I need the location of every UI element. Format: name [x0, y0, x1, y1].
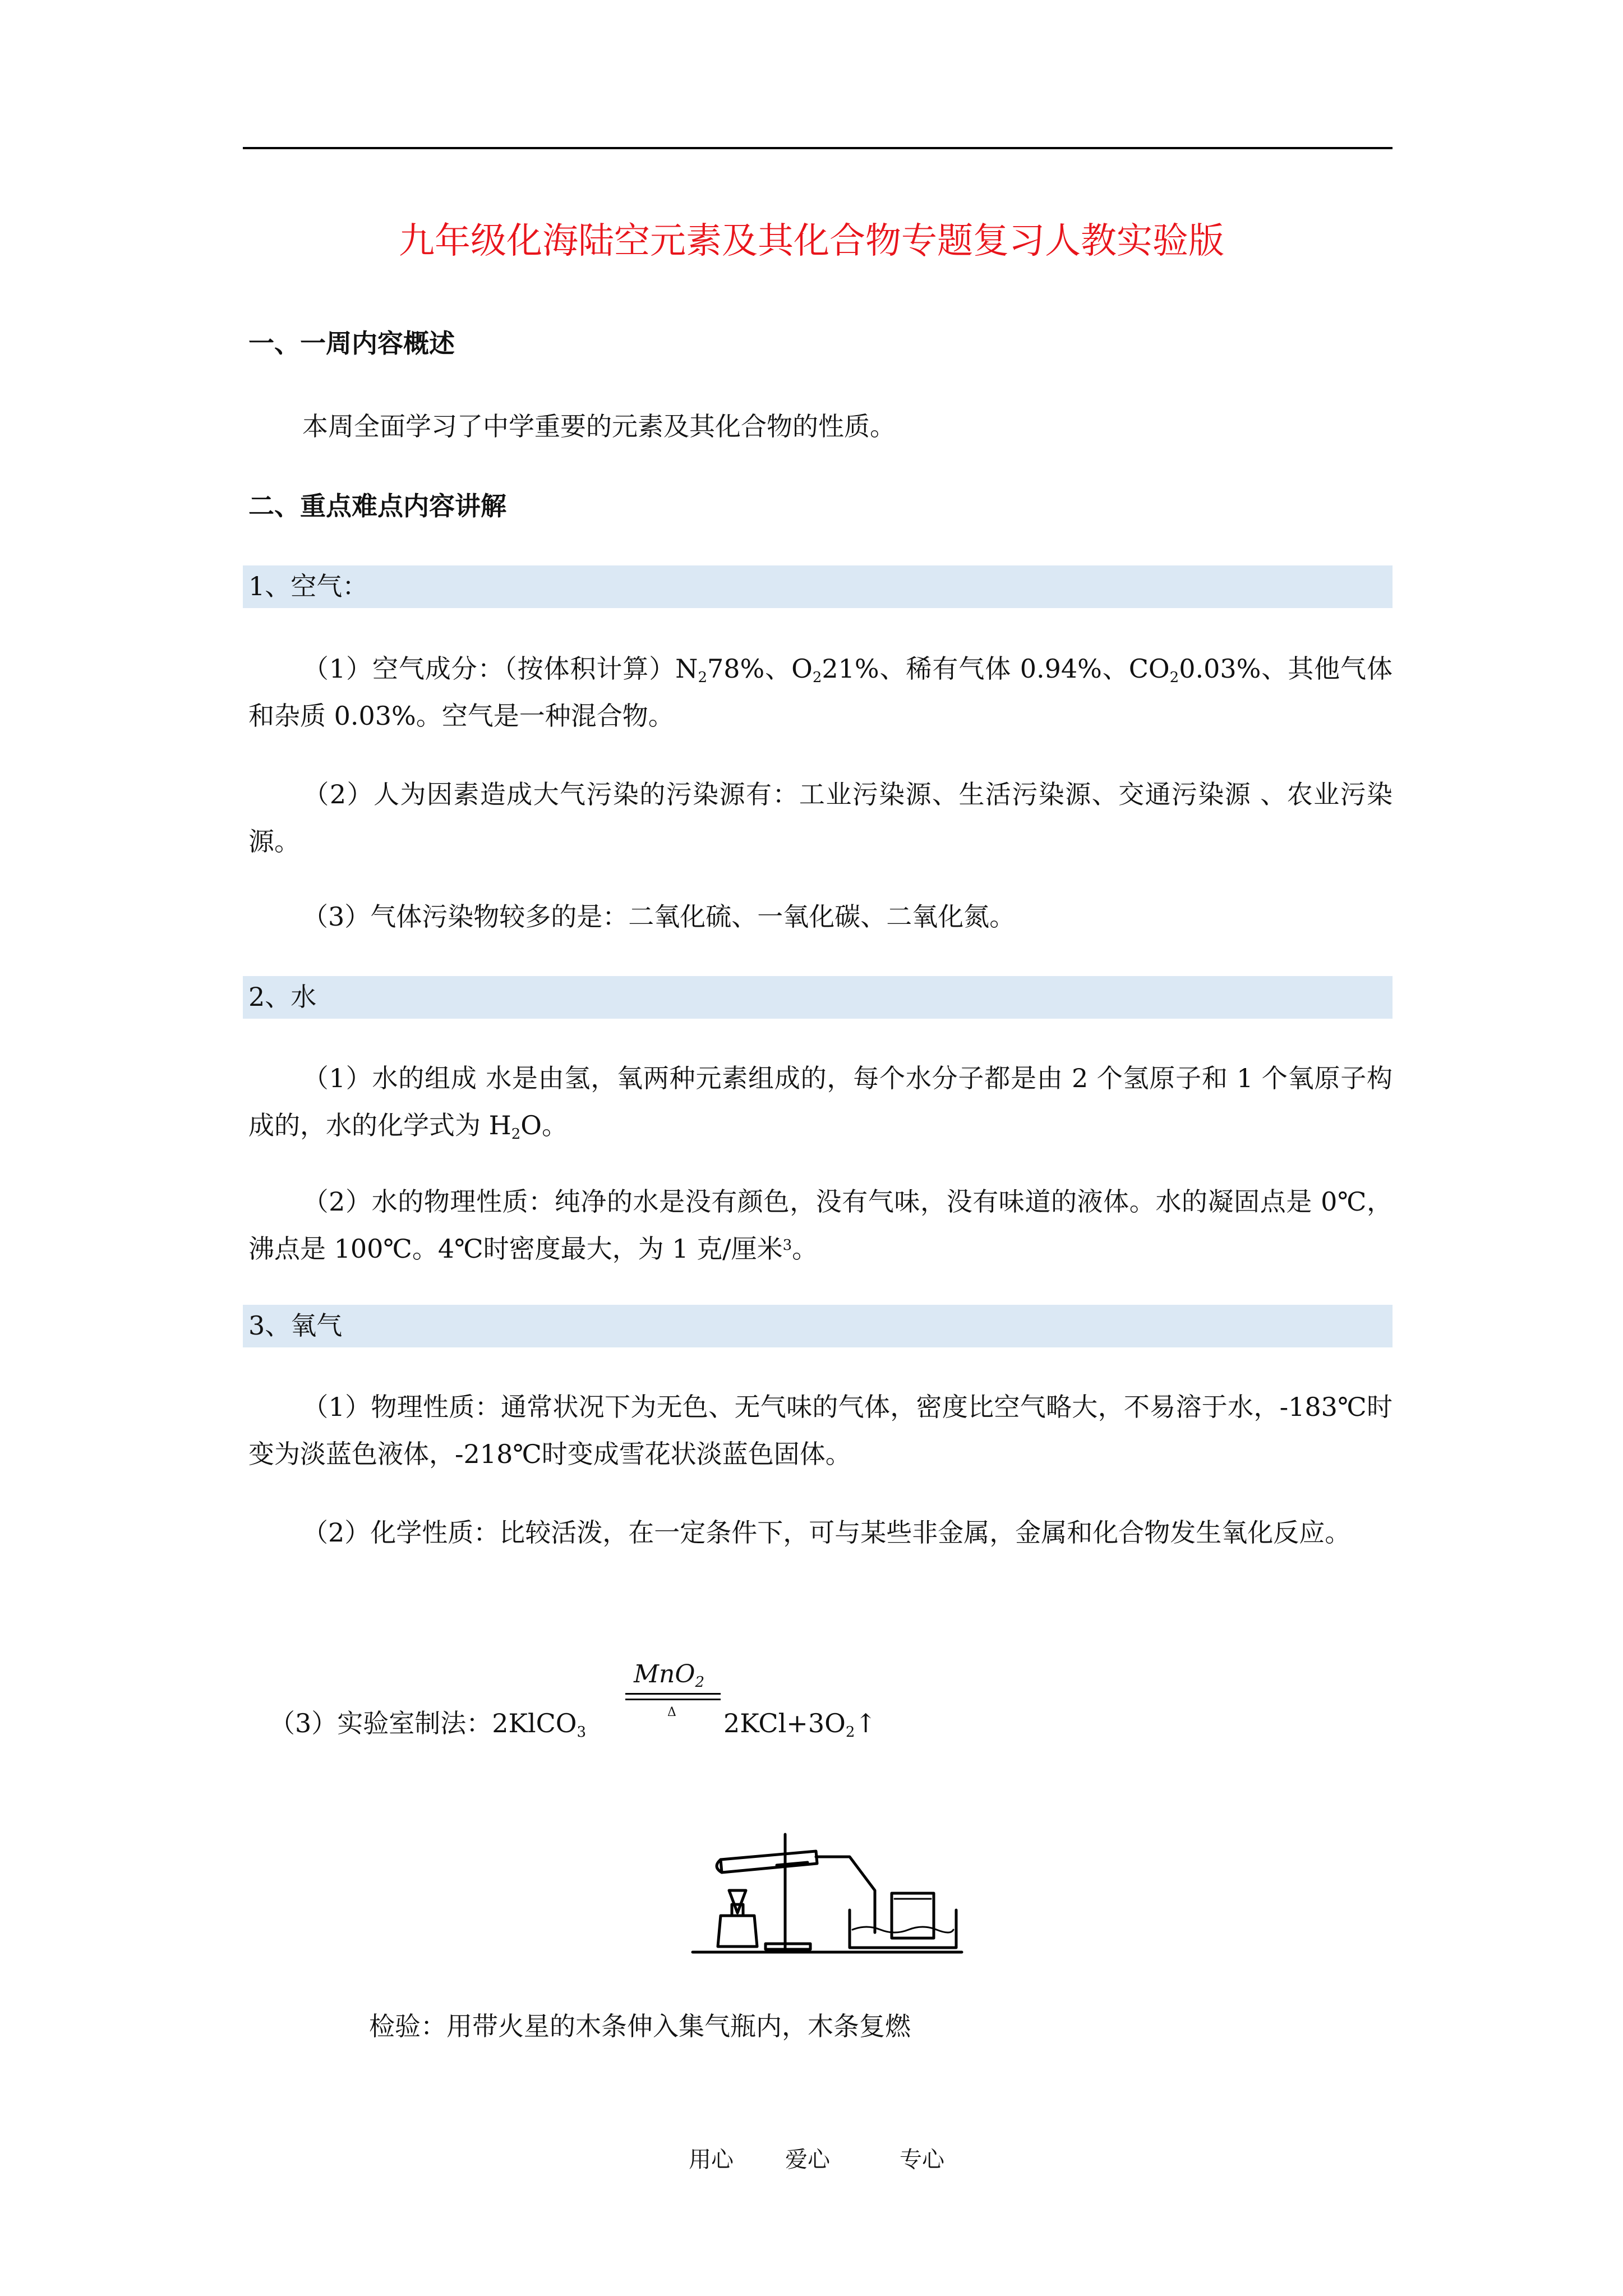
equation-label: （3）实验室制法：2KlCO$_3$: [269, 1708, 587, 1741]
footer-item-1: 用心: [689, 2147, 734, 2173]
air-paragraph-3: （3）气体污染物较多的是：二氧化硫、一氧化碳、二氧化氮。: [302, 901, 1016, 932]
band-label: 2、水: [248, 982, 317, 1012]
equation-bar-top: [625, 1693, 721, 1695]
footer-item-3: 专心: [900, 2147, 944, 2173]
test-method-text: 检验：用带火星的木条伸入集气瓶内，木条复燃: [369, 2011, 911, 2041]
header-rule: [243, 147, 1393, 149]
water-paragraph-1: （1）水的组成 水是由氢，氧两种元素组成的，每个水分子都是由 2 个氢原子和 1 个氧原子构成的，水的化学式为 $H_2O$。: [248, 1063, 1393, 1143]
section-band-water: [243, 976, 1393, 1019]
oxygen-paragraph-2: （2）化学性质：比较活泼，在一定条件下，可与某些非金属，金属和化合物发生氧化反应。: [302, 1517, 1351, 1548]
band-label: 3、氧气: [248, 1310, 343, 1341]
footer-item-2: 爱心: [785, 2147, 830, 2173]
equation-bar-bottom: [625, 1699, 721, 1700]
water-paragraph-2: （2）水的物理性质：纯净的水是没有颜色，没有气味，没有味道的液体。水的凝固点是 0℃，沸点是 100℃。4℃时密度最大，为 1 克/厘米$^3$。: [248, 1186, 1393, 1264]
section1-heading: 一、一周内容概述: [248, 328, 455, 358]
section2-heading: 二、重点难点内容讲解: [248, 491, 506, 521]
air-paragraph-1: （1）空气成分：（按体积计算）$N_278\%$、$O_221\%$、稀有气体 0.94%、$CO_20.03\%$、其他气体和杂质 0.03%。空气是一种混合物。: [248, 654, 1393, 731]
equation-product: $2KCl+3O_2↑$: [723, 1708, 877, 1741]
oxygen-paragraph-1: （1）物理性质：通常状况下为无色、无气味的气体，密度比空气略大，不易溶于水，-183℃时变为淡蓝色液体，-218℃时变成雪花状淡蓝色固体。: [248, 1392, 1393, 1469]
oxygen-apparatus-diagram: [681, 1801, 973, 1963]
air-paragraph-2: （2）人为因素造成大气污染的污染源有：工业污染源、生活污染源、交通污染源 、农业污染源。: [248, 779, 1393, 857]
section-band-air: [243, 565, 1393, 608]
equation-catalyst: MnO$_2$: [634, 1660, 705, 1691]
band-label: 1、空气：: [248, 571, 368, 601]
equation-heat-symbol: Δ: [667, 1705, 676, 1719]
section1-paragraph: 本周全面学习了中学重要的元素及其化合物的性质。: [302, 411, 896, 441]
section-band-oxygen: [243, 1305, 1393, 1347]
page-title: 九年级化海陆空元素及其化合物专题复习人教实验版: [399, 220, 1224, 262]
